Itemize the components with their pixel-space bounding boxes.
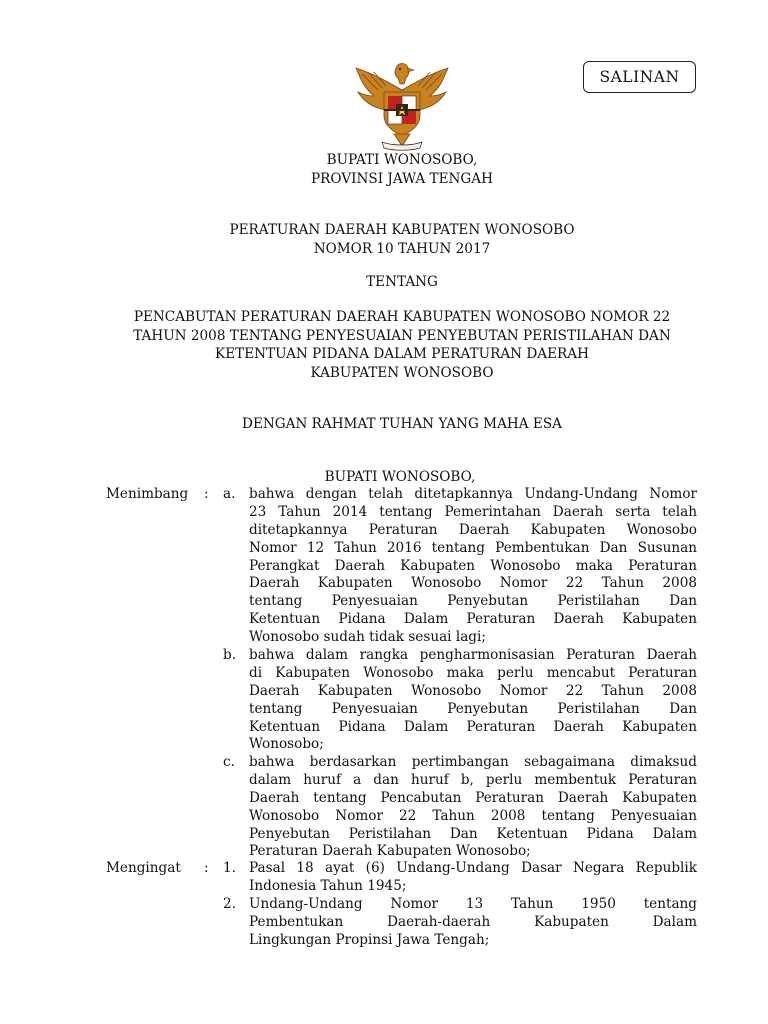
- section-colon: :: [204, 860, 209, 876]
- text-line: Wonosobo;: [249, 736, 324, 753]
- item-marker: 1.: [223, 860, 236, 876]
- text-line: Lingkungan Propinsi Jawa Tengah;: [249, 931, 490, 948]
- regulation-line: NOMOR 10 TAHUN 2017: [313, 240, 491, 257]
- text-line: Daerah Kabupaten Wonosobo Nomor 22 Tahun 2008: [249, 575, 697, 592]
- text-line: bahwa berdasarkan pertimbangan sebagaimana dimaksud: [249, 754, 697, 770]
- issuer-line: BUPATI WONOSOBO,: [326, 152, 478, 168]
- text-line: Peraturan Daerah Kabupaten Wonosobo;: [249, 843, 531, 860]
- text-line: tentang Penyesuaian Penyebutan Peristilahan Dan: [249, 593, 697, 610]
- text-line: ditetapkannya Peraturan Daerah Kabupaten Wonosobo: [249, 521, 697, 538]
- subject-line: PENCABUTAN PERATURAN DAERAH KABUPATEN WONOSOBO NOMOR 22: [133, 309, 671, 325]
- section-colon: :: [204, 486, 209, 502]
- text-line: dalam huruf a dan huruf b, perlu membentuk Peraturan: [249, 771, 697, 788]
- issuer-line: PROVINSI JAWA TENGAH: [311, 170, 493, 187]
- text-line: Ketentuan Pidana Dalam Peraturan Daerah Kabupaten: [249, 718, 697, 735]
- text-line: Daerah Kabupaten Wonosobo Nomor 22 Tahun 2008: [249, 682, 697, 699]
- text-line: bahwa dalam rangka pengharmonisasian Peraturan Daerah: [249, 647, 697, 663]
- section-label: Menimbang: [106, 486, 189, 502]
- item-text: [249, 647, 697, 754]
- regulation-line: PERATURAN DAERAH KABUPATEN WONOSOBO: [229, 222, 575, 238]
- blessing-line: DENGAN RAHMAT TUHAN YANG MAHA ESA: [242, 416, 562, 432]
- subject-line: TAHUN 2008 TENTANG PENYESUAIAN PENYEBUTAN PERISTILAHAN DAN: [133, 327, 671, 344]
- text-line: di Kabupaten Wonosobo maka perlu mencabut Peraturan: [249, 664, 697, 681]
- item-marker: 2.: [223, 896, 236, 912]
- subject-line: KETENTUAN PIDANA DALAM PERATURAN DAERAH: [215, 346, 589, 362]
- text-line: 23 Tahun 2014 tentang Pemerintahan Daerah serta telah: [249, 503, 697, 520]
- salinan-stamp: SALINAN: [583, 61, 696, 93]
- text-line: tentang Penyesuaian Penyebutan Peristilahan Dan: [249, 700, 697, 717]
- text-line: Wonosobo Nomor 22 Tahun 2008 tentang Penyesuaian: [249, 807, 697, 824]
- garuda-pancasila-icon: [348, 60, 456, 152]
- text-line: Nomor 12 Tahun 2016 tentang Pembentukan Dan Susunan: [249, 539, 697, 556]
- text-line: Wonosobo sudah tidak sesuai lagi;: [249, 629, 486, 646]
- item-marker: a.: [223, 486, 236, 502]
- item-text: [249, 486, 697, 647]
- about-heading: TENTANG: [366, 274, 438, 290]
- text-line: Indonesia Tahun 1945;: [249, 877, 407, 894]
- text-line: Perangkat Daerah Kabupaten Wonosobo maka Peraturan: [249, 557, 697, 574]
- text-line: Undang-Undang Nomor 13 Tahun 1950 tentang: [249, 896, 697, 912]
- text-line: Ketentuan Pidana Dalam Peraturan Daerah Kabupaten: [249, 611, 697, 628]
- text-line: Pembentukan Daerah-daerah Kabupaten Dalam: [249, 913, 697, 930]
- section-label: Mengingat: [106, 860, 181, 876]
- item-marker: b.: [223, 647, 237, 663]
- item-text: [249, 860, 697, 896]
- item-text: [249, 896, 697, 950]
- regent-line: BUPATI WONOSOBO,: [324, 469, 476, 485]
- text-line: Daerah tentang Pencabutan Peraturan Daerah Kabupaten: [249, 789, 697, 806]
- subject-line: KABUPATEN WONOSOBO: [310, 364, 494, 381]
- regulation-title: [100, 221, 704, 258]
- text-line: bahwa dengan telah ditetapkannya Undang-Undang Nomor: [249, 486, 697, 502]
- item-text: [249, 754, 697, 861]
- issuer-block: [100, 151, 704, 188]
- item-marker: c.: [223, 754, 235, 770]
- text-line: Pasal 18 ayat (6) Undang-Undang Dasar Negara Republik: [249, 860, 697, 876]
- text-line: Penyebutan Peristilahan Dan Ketentuan Pidana Dalam: [249, 825, 697, 842]
- subject-block: [100, 308, 704, 382]
